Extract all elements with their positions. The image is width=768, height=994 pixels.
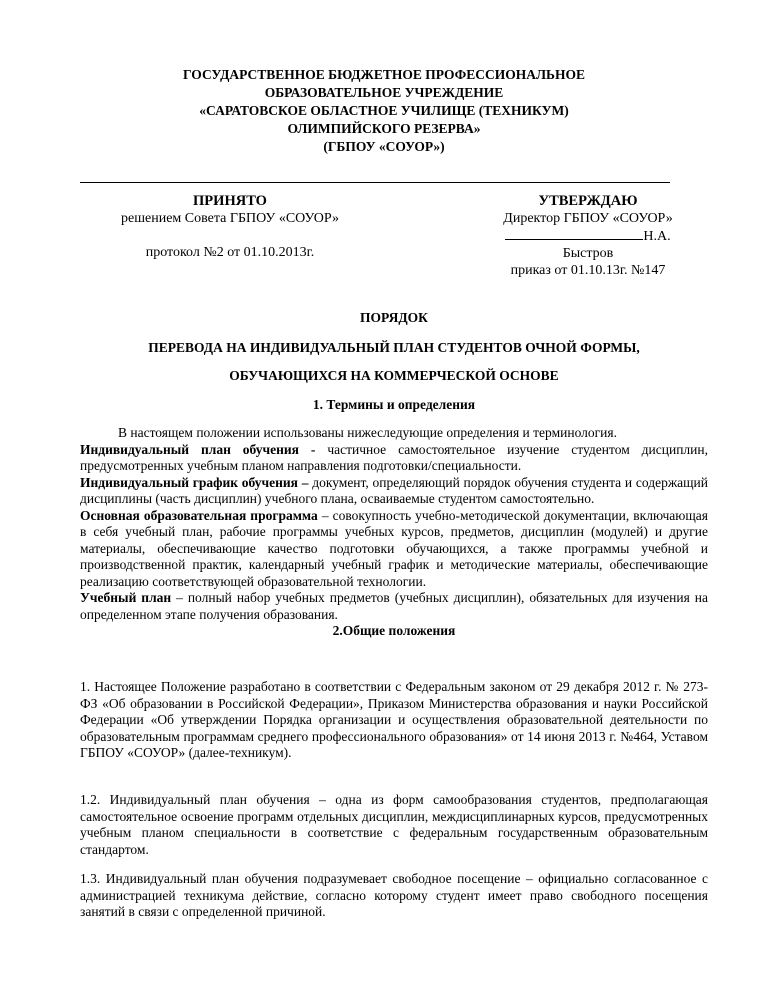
signature-line <box>505 227 643 240</box>
section2-paragraph-1 <box>80 679 708 762</box>
header-line: ОЛИМПИЙСКОГО РЕЗЕРВА» <box>287 121 481 136</box>
accepted-block <box>80 193 380 261</box>
header-line: ГОСУДАРСТВЕННОЕ БЮДЖЕТНОЕ ПРОФЕССИОНАЛЬНОЕ <box>183 67 585 82</box>
paragraph-text: 1.2. Индивидуальный план обучения – одна из форм самообразования студентов, предполагающая самостоятельное освоение программ отдельных дисциплин, междисциплинарных курсов, предусмотренных учебным планом специальности в соответствие с федеральным государственным образовательным стандартом. <box>80 792 708 857</box>
doc-subtitle: ПЕРЕВОДА НА ИНДИВИДУАЛЬНЫЙ ПЛАН СТУДЕНТОВ ОЧНОЙ ФОРМЫ, <box>148 340 640 355</box>
section2-heading: 2.Общие положения <box>332 623 456 638</box>
term-name: Основная образовательная программа <box>80 507 318 523</box>
term-name: Индивидуальный график обучения – <box>80 474 309 490</box>
term-definition <box>80 475 708 508</box>
approved-director: Директор ГБПОУ «СОУОР» <box>503 211 673 226</box>
term-definition <box>80 590 708 623</box>
paragraph-text: 1.3. Индивидуальный план обучения подразумевает свободное посещение – официально согласованное с администрацией техникума действие, согласно которому студент имеет право свободного посещения занятий в связи с определенной причиной. <box>80 871 708 919</box>
header-line: «САРАТОВСКОЕ ОБЛАСТНОЕ УЧИЛИЩЕ (ТЕХНИКУМ) <box>199 103 569 118</box>
accepted-title: ПРИНЯТО <box>193 193 267 209</box>
term-text: – полный набор учебных предметов (учебных дисциплин), обязательных для изучения на определенном этапе получения образования. <box>80 590 708 622</box>
approved-block <box>468 193 708 279</box>
term-text: частичное самостоятельное изучение студентом дисциплин, предусмотренных учебным планом направления подготовки/специальности. <box>80 441 708 473</box>
section2-paragraph-3 <box>80 871 708 921</box>
header-line: ОБРАЗОВАТЕЛЬНОЕ УЧРЕЖДЕНИЕ <box>264 85 504 100</box>
term-name: Индивидуальный план обучения - <box>80 441 316 457</box>
term-definition <box>80 508 708 591</box>
doc-title: ПОРЯДОК <box>360 310 428 325</box>
paragraph-text: 1. Настоящее Положение разработано в соответствии с Федеральным законом от 29 декабря 2012 г. № 273-ФЗ «Об образовании в Российской Федерации», Приказом Министерства образования и науки Российской Федерации «Об утверждении Порядка организации и осуществления образовательной деятельности по образовательным программам среднего профессионального образования» от 14 июня 2013 г. №464, Уставом ГБПОУ «СОУОР» (далее-техникум). <box>80 679 708 760</box>
approved-title: УТВЕРЖДАЮ <box>538 193 638 209</box>
section1-body <box>80 425 708 640</box>
accepted-council: решением Совета ГБПОУ «СОУОР» <box>121 211 339 226</box>
term-text: документ, определяющий порядок обучения студента и содержащий дисциплины (часть дисциплин) учебного плана, осваиваемые студентом самостоятельно. <box>80 474 708 506</box>
header-line: (ГБПОУ «СОУОР») <box>323 139 445 154</box>
signature-row <box>468 227 708 245</box>
approved-surname: Быстров <box>562 246 614 261</box>
section1-intro: В настоящем положении использованы нижеследующие определения и терминология. <box>118 425 617 440</box>
term-definition <box>80 442 708 475</box>
approved-initials: Н.А. <box>643 229 671 244</box>
institution-header <box>80 66 688 156</box>
term-name: Учебный план <box>80 590 172 605</box>
doc-subtitle-2: ОБУЧАЮЩИХСЯ НА КОММЕРЧЕСКОЙ ОСНОВЕ <box>229 368 559 383</box>
section1-heading: 1. Термины и определения <box>312 397 476 412</box>
approved-order: приказ от 01.10.13г. №147 <box>510 263 666 278</box>
accepted-protocol: протокол №2 от 01.10.2013г. <box>145 245 315 260</box>
term-text: – совокупность учебно-методической документации, включающая в себя учебный план, рабочие программы учебных курсов, предметов, дисциплин (модулей) и другие материалы, обеспечивающие качество подготовки обучающихся, а также программы учебной и производственной практик, календарный учебный график и методические материалы, обеспечивающие реализацию соответствующей образовательной технологии. <box>80 507 708 589</box>
section2-paragraph-2 <box>80 792 708 858</box>
header-divider <box>80 182 670 183</box>
